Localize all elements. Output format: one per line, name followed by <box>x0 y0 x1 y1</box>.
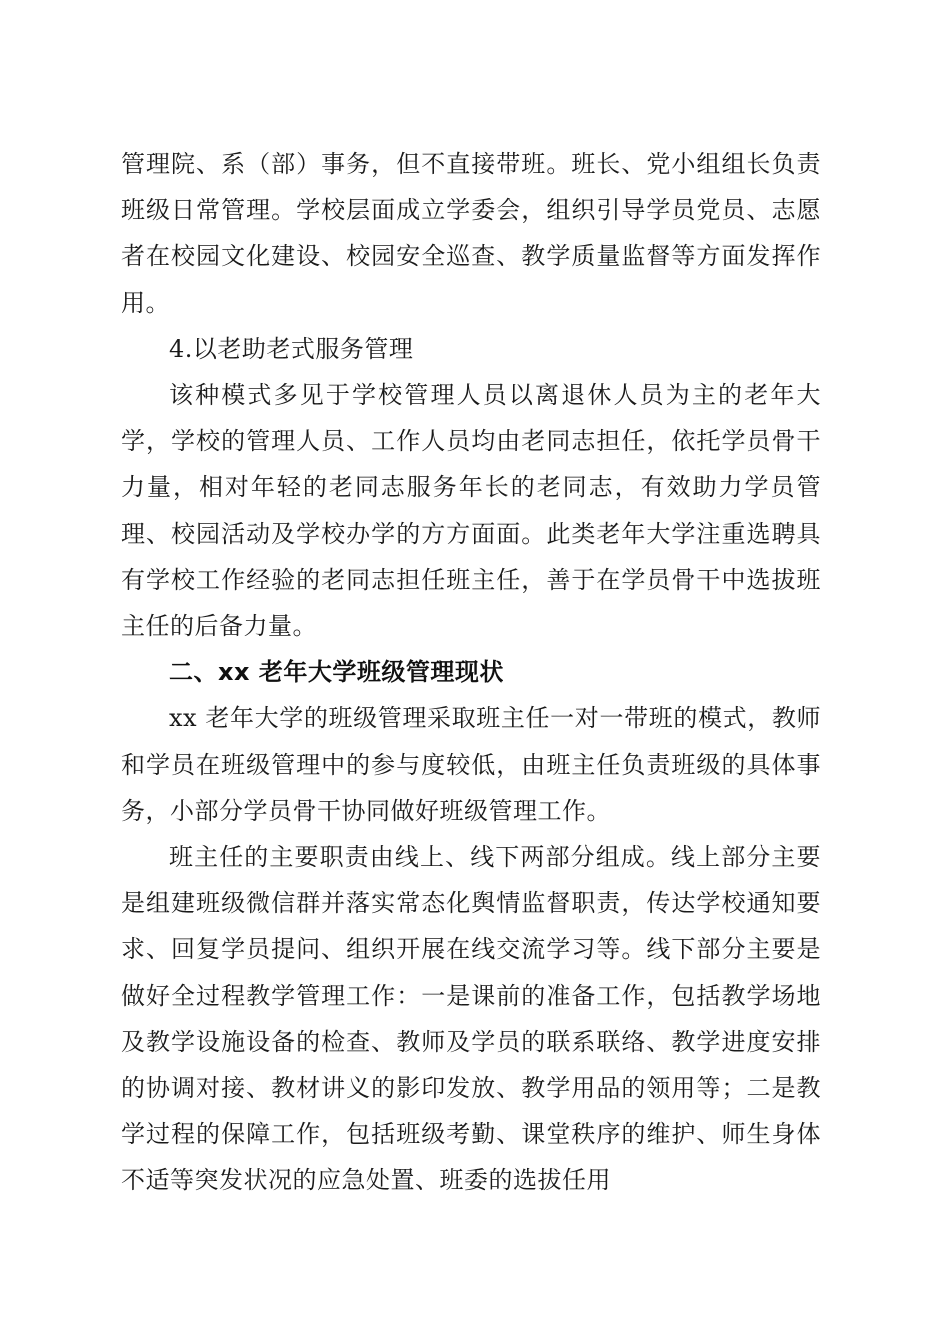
paragraph-class-management-mode: xx 老年大学的班级管理采取班主任一对一带班的模式，教师和学员在班级管理中的参与度较低，由班主任负责班级的具体事务，小部分学员骨干协同做好班级管理工作。 <box>121 704 821 825</box>
subheading-item-4: 4.以老助老式服务管理 <box>169 334 414 363</box>
paragraph-elderly-mutual-aid: 该种模式多见于学校管理人员以离退休人员为主的老年大学，学校的管理人员、工作人员均由老同志担任，依托学员骨干力量，相对年轻的老同志服务年长的老同志，有效助力学员管理、校园活动及学校办学的方方面面。此类老年大学注重选聘具有学校工作经验的老同志担任班主任，善于在学员骨干中选拔班主任的后备力量。 <box>121 381 821 641</box>
document-body <box>121 141 821 1204</box>
paragraph-continued: 管理院、系（部）事务，但不直接带班。班长、党小组组长负责班级日常管理。学校层面成立学委会，组织引导学员党员、志愿者在校园文化建设、校园安全巡查、教学质量监督等方面发挥作用。 <box>121 150 821 317</box>
section-heading-2: 二、xx 老年大学班级管理现状 <box>169 658 504 687</box>
paragraph-head-teacher-duties: 班主任的主要职责由线上、线下两部分组成。线上部分主要是组建班级微信群并落实常态化舆情监督职责，传达学校通知要求、回复学员提问、组织开展在线交流学习等。线下部分主要是做好全过程教学管理工作：一是课前的准备工作，包括教学场地及教学设施设备的检查、教师及学员的联系联络、教学进度安排的协调对接、教材讲义的影印发放、教学用品的领用等；二是教学过程的保障工作，包括班级考勤、课堂秩序的维护、师生身体不适等突发状况的应急处置、班委的选拔任用 <box>121 843 821 1195</box>
